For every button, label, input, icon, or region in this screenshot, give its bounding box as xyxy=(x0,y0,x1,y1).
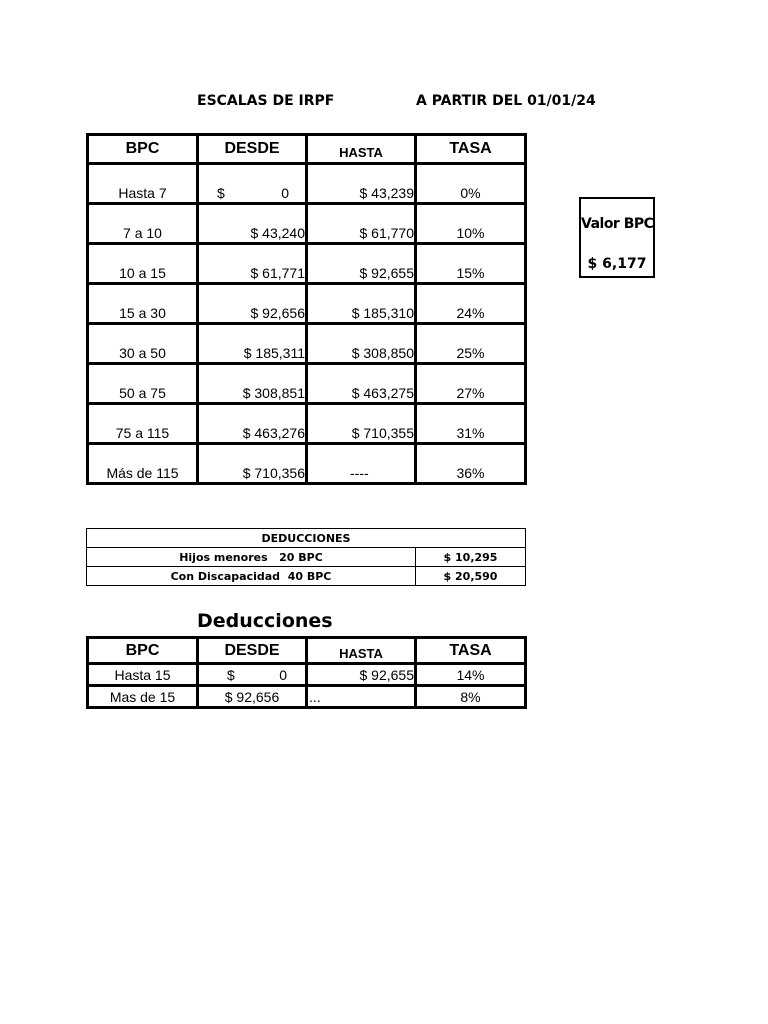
cell-bpc: 75 a 115 xyxy=(88,404,198,444)
table-row xyxy=(88,444,526,484)
cell-tasa: 24% xyxy=(416,284,526,324)
amount: 0 xyxy=(281,185,289,201)
table-row xyxy=(88,284,526,324)
cell-bpc: Hasta 15 xyxy=(88,664,198,686)
deduccion-label: Con Discapacidad 40 BPC xyxy=(87,567,416,586)
cell-bpc: 10 a 15 xyxy=(88,244,198,284)
amount: 0 xyxy=(279,666,287,683)
cell-hasta: $ 92,655 xyxy=(307,664,416,686)
valor-bpc-value: $ 6,177 xyxy=(587,256,647,272)
deduccion-value: $ 20,590 xyxy=(416,567,526,586)
deducciones-title: DEDUCCIONES xyxy=(87,529,526,548)
cell-bpc: 50 a 75 xyxy=(88,364,198,404)
cell-tasa: 31% xyxy=(416,404,526,444)
cell-desde: $ 308,851 xyxy=(198,364,307,404)
currency-symbol: $ xyxy=(217,185,225,201)
cell-bpc: Más de 115 xyxy=(88,444,198,484)
cell-bpc: 15 a 30 xyxy=(88,284,198,324)
cell-tasa: 10% xyxy=(416,204,526,244)
table-row xyxy=(88,164,526,204)
table-row xyxy=(88,364,526,404)
cell-desde xyxy=(198,664,307,686)
cell-hasta: ---- xyxy=(307,444,416,484)
cell-desde: $ 43,240 xyxy=(198,204,307,244)
header-tasa: TASA xyxy=(416,638,526,664)
cell-tasa: 15% xyxy=(416,244,526,284)
cell-hasta: $ 61,770 xyxy=(307,204,416,244)
cell-hasta: $ 43,239 xyxy=(307,164,416,204)
cell-hasta: ... xyxy=(307,686,416,708)
cell-hasta: $ 463,275 xyxy=(307,364,416,404)
cell-desde: $ 463,276 xyxy=(198,404,307,444)
table-row xyxy=(88,244,526,284)
valor-bpc-box xyxy=(579,197,655,278)
deduccion-label: Hijos menores 20 BPC xyxy=(87,548,416,567)
table-header-row xyxy=(88,135,526,164)
page-title: ESCALAS DE IRPF xyxy=(197,93,335,109)
table-row xyxy=(88,664,526,686)
valor-bpc-label: Valor BPC xyxy=(581,216,654,232)
deduccion-value: $ 10,295 xyxy=(416,548,526,567)
header-hasta: HASTA xyxy=(307,135,416,164)
cell-desde xyxy=(198,164,307,204)
cell-bpc: Hasta 7 xyxy=(88,164,198,204)
header-desde: DESDE xyxy=(198,135,307,164)
cell-desde: $ 92,656 xyxy=(198,284,307,324)
table-row xyxy=(88,324,526,364)
deducciones-title-row xyxy=(87,529,526,548)
cell-hasta: $ 185,310 xyxy=(307,284,416,324)
header-bpc: BPC xyxy=(88,638,198,664)
cell-desde: $ 710,356 xyxy=(198,444,307,484)
table-row xyxy=(88,404,526,444)
cell-tasa: 25% xyxy=(416,324,526,364)
cell-hasta: $ 710,355 xyxy=(307,404,416,444)
cell-tasa: 36% xyxy=(416,444,526,484)
cell-desde: $ 61,771 xyxy=(198,244,307,284)
header-desde: DESDE xyxy=(198,638,307,664)
deducciones-table xyxy=(86,528,526,586)
cell-bpc: 30 a 50 xyxy=(88,324,198,364)
header-bpc: BPC xyxy=(88,135,198,164)
cell-hasta: $ 308,850 xyxy=(307,324,416,364)
cell-bpc: Mas de 15 xyxy=(88,686,198,708)
cell-hasta: $ 92,655 xyxy=(307,244,416,284)
cell-desde: $ 185,311 xyxy=(198,324,307,364)
deducciones-section-title: Deducciones xyxy=(197,610,333,632)
effective-date: A PARTIR DEL 01/01/24 xyxy=(416,93,596,109)
table-row xyxy=(88,686,526,708)
deducciones-rates-table xyxy=(86,636,527,709)
irpf-scales-table xyxy=(86,133,527,485)
table-row xyxy=(88,204,526,244)
currency-symbol: $ xyxy=(227,666,235,683)
cell-tasa: 14% xyxy=(416,664,526,686)
cell-bpc: 7 a 10 xyxy=(88,204,198,244)
table-row xyxy=(87,548,526,567)
cell-tasa: 8% xyxy=(416,686,526,708)
header-hasta: HASTA xyxy=(307,638,416,664)
table-header-row xyxy=(88,638,526,664)
header-tasa: TASA xyxy=(416,135,526,164)
cell-tasa: 0% xyxy=(416,164,526,204)
cell-desde: $ 92,656 xyxy=(198,686,307,708)
table-row xyxy=(87,567,526,586)
cell-tasa: 27% xyxy=(416,364,526,404)
